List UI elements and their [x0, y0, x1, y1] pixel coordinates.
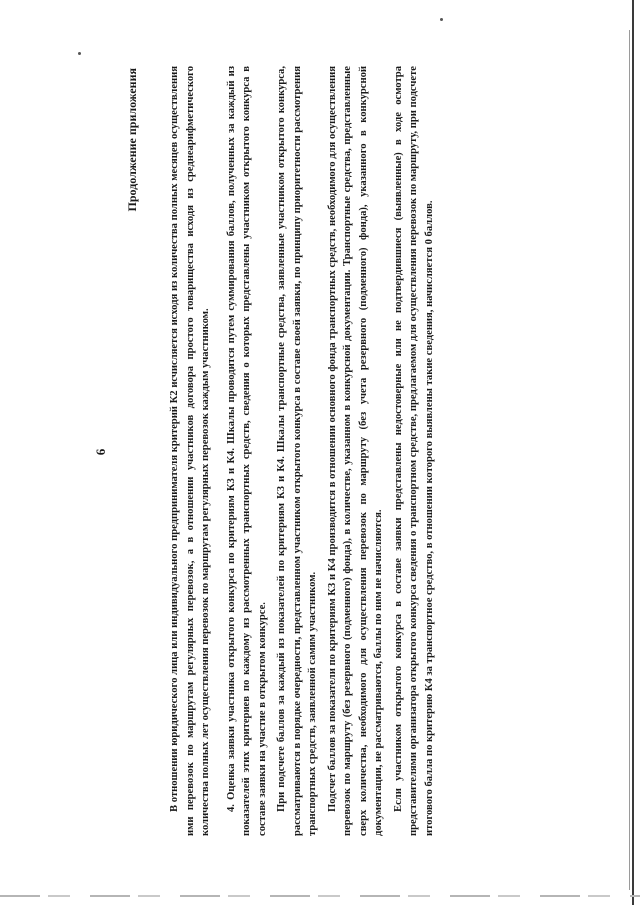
scan-speck — [78, 52, 81, 55]
document-body — [167, 66, 441, 836]
scan-bottom-edge — [0, 895, 640, 897]
paragraph-evaluation: 4. Оценка заявки участника открытого конкурса по критериям К3 и К4. Шкалы проводится путем суммирования баллов, полученных за каждый из показателей этих критериев по каждому из рассмотренных транспортных средств, сведения о которых представлены участником открытого конкурса в составе заявки на участие в открытом конкурсе. — [225, 66, 268, 836]
document-page — [85, 52, 555, 852]
page-number: 6 — [93, 448, 108, 456]
paragraph-fleet-count: Подсчет баллов за показатели по критериям К3 и К4 производится в отношении основного фонда транспортных средств, необходимого для осуществления перевозок по маршруту (без резервного (подменного) фонда), в количестве, указанном в конкурсной документации. Транспортные средства, представленные сверх количества, необходимого для осуществления перевозок по маршруту (без учета резервного (подменного) фонда), указанного в конкурсной документации, не рассматриваются, баллы по ним не начисляются. — [326, 66, 384, 836]
scan-edge — [632, 0, 634, 905]
paragraph-false-data: Если участником открытого конкурса в составе заявки представлены недостоверные или не подтвердившиеся (выявленные) в ходе осмотра представителями организатора открытого конкурса сведения о транспортном средстве, предлагаемом для осуществления перевозок по маршруту, при подсчете итогового балла по критерию К4 за транспортное средство, в отношении которого выявлены такие сведения, начисляется 0 баллов. — [392, 65, 435, 836]
paragraph-ordering: При подсчете баллов за каждый из показателей по критериям К3 и К4. Шкалы транспортные средства, заявленные участником открытого конкурса, рассматриваются в порядке очередности, представленном участником открытого конкурса в составе своей заявки, по принципу приоритетности рассмотрения транспортных средств, заявленной самим участником. — [276, 66, 318, 836]
paragraph-criterion-k2: В отношении юридического лица или индивидуального предпринимателя критерий К2 исчисляется исходя из количества полных месяцев осуществления ими перевозок по маршрутам регулярных перевозок, а в отношении участников договора простого товарищества исходя из среднеарифметического количества полных лет осуществления перевозок по маршрутам регулярных перевозок каждым участником. — [169, 66, 211, 836]
scan-speck — [440, 18, 443, 21]
continuation-label: Продолжение приложения — [125, 68, 139, 212]
scan-edge-inner — [629, 30, 630, 890]
